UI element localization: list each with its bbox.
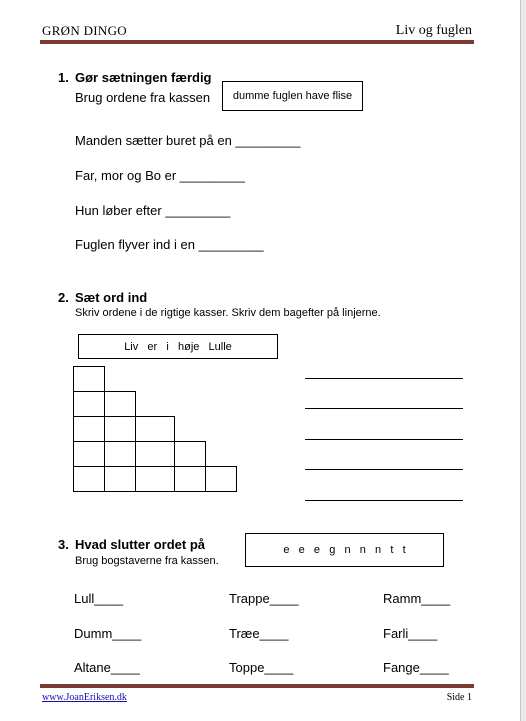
grid-cell[interactable] xyxy=(104,416,136,442)
section-3-instruction: Brug bogstaverne fra kassen. xyxy=(75,555,219,567)
section-3-number: 3. xyxy=(58,537,69,552)
section-3-title: Hvad slutter ordet på xyxy=(75,537,206,552)
grid-cell[interactable] xyxy=(73,466,105,492)
header-title-left: GRØN DINGO xyxy=(42,23,127,38)
sentence-4: Fuglen flyver ind i en _________ xyxy=(75,237,264,252)
sentence-1: Manden sætter buret på en _________ xyxy=(75,133,301,148)
grid-cell[interactable] xyxy=(104,466,136,492)
section-1-instruction: Brug ordene fra kassen xyxy=(75,90,211,105)
section-1-word-box xyxy=(222,81,363,111)
word-blank: Toppe____ xyxy=(229,660,294,675)
answer-line[interactable] xyxy=(305,439,463,440)
grid-cell[interactable] xyxy=(73,366,105,392)
sentence-2: Far, mor og Bo er _________ xyxy=(75,168,245,183)
grid-cell[interactable] xyxy=(135,416,175,442)
grid-cell[interactable] xyxy=(104,441,136,467)
grid-cell[interactable] xyxy=(174,441,206,467)
section-2-instruction: Skriv ordene i de rigtige kasser. Skriv dem bagefter på linjerne. xyxy=(75,307,381,319)
section-2-title: Sæt ord ind xyxy=(75,290,148,305)
section-1-number: 1. xyxy=(58,70,69,85)
section-2-word-box-text: Liv er i høje Lulle xyxy=(124,340,232,353)
answer-line[interactable] xyxy=(305,469,463,470)
section-1-title: Gør sætningen færdig xyxy=(75,70,212,85)
grid-cell[interactable] xyxy=(135,466,175,492)
word-blank: Ramm____ xyxy=(383,591,451,606)
grid-cell[interactable] xyxy=(73,441,105,467)
word-blank: Dumm____ xyxy=(74,626,142,641)
grid-cell[interactable] xyxy=(135,441,175,467)
word-blank: Lull____ xyxy=(74,591,124,606)
word-blank: Altane____ xyxy=(74,660,140,675)
section-3-letter-box xyxy=(245,533,444,567)
word-blank: Trappe____ xyxy=(229,591,299,606)
sentence-3: Hun løber efter _________ xyxy=(75,203,231,218)
answer-line[interactable] xyxy=(305,408,463,409)
header-rule xyxy=(40,40,474,44)
grid-cell[interactable] xyxy=(174,466,206,492)
grid-cell[interactable] xyxy=(73,416,105,442)
section-3-letter-box-text: e e e g n n n t t xyxy=(283,544,406,556)
footer-page-number: Side 1 xyxy=(446,692,472,703)
header-title-right: Liv og fuglen xyxy=(395,23,472,38)
grid-cell[interactable] xyxy=(73,391,105,417)
section-2-number: 2. xyxy=(58,290,69,305)
page-shadow xyxy=(521,0,526,721)
answer-line[interactable] xyxy=(305,500,463,501)
word-blank: Farli____ xyxy=(383,626,438,641)
section-1-word-box-text: dumme fuglen have flise xyxy=(232,90,353,102)
footer-website-link[interactable]: www.JoanEriksen.dk xyxy=(42,692,127,703)
grid-cell[interactable] xyxy=(205,466,237,492)
word-blank: Fange____ xyxy=(383,660,449,675)
grid-cell[interactable] xyxy=(104,391,136,417)
section-2-word-box xyxy=(78,334,278,359)
word-blank: Træe____ xyxy=(229,626,289,641)
footer-rule xyxy=(40,684,474,688)
answer-line[interactable] xyxy=(305,378,463,379)
